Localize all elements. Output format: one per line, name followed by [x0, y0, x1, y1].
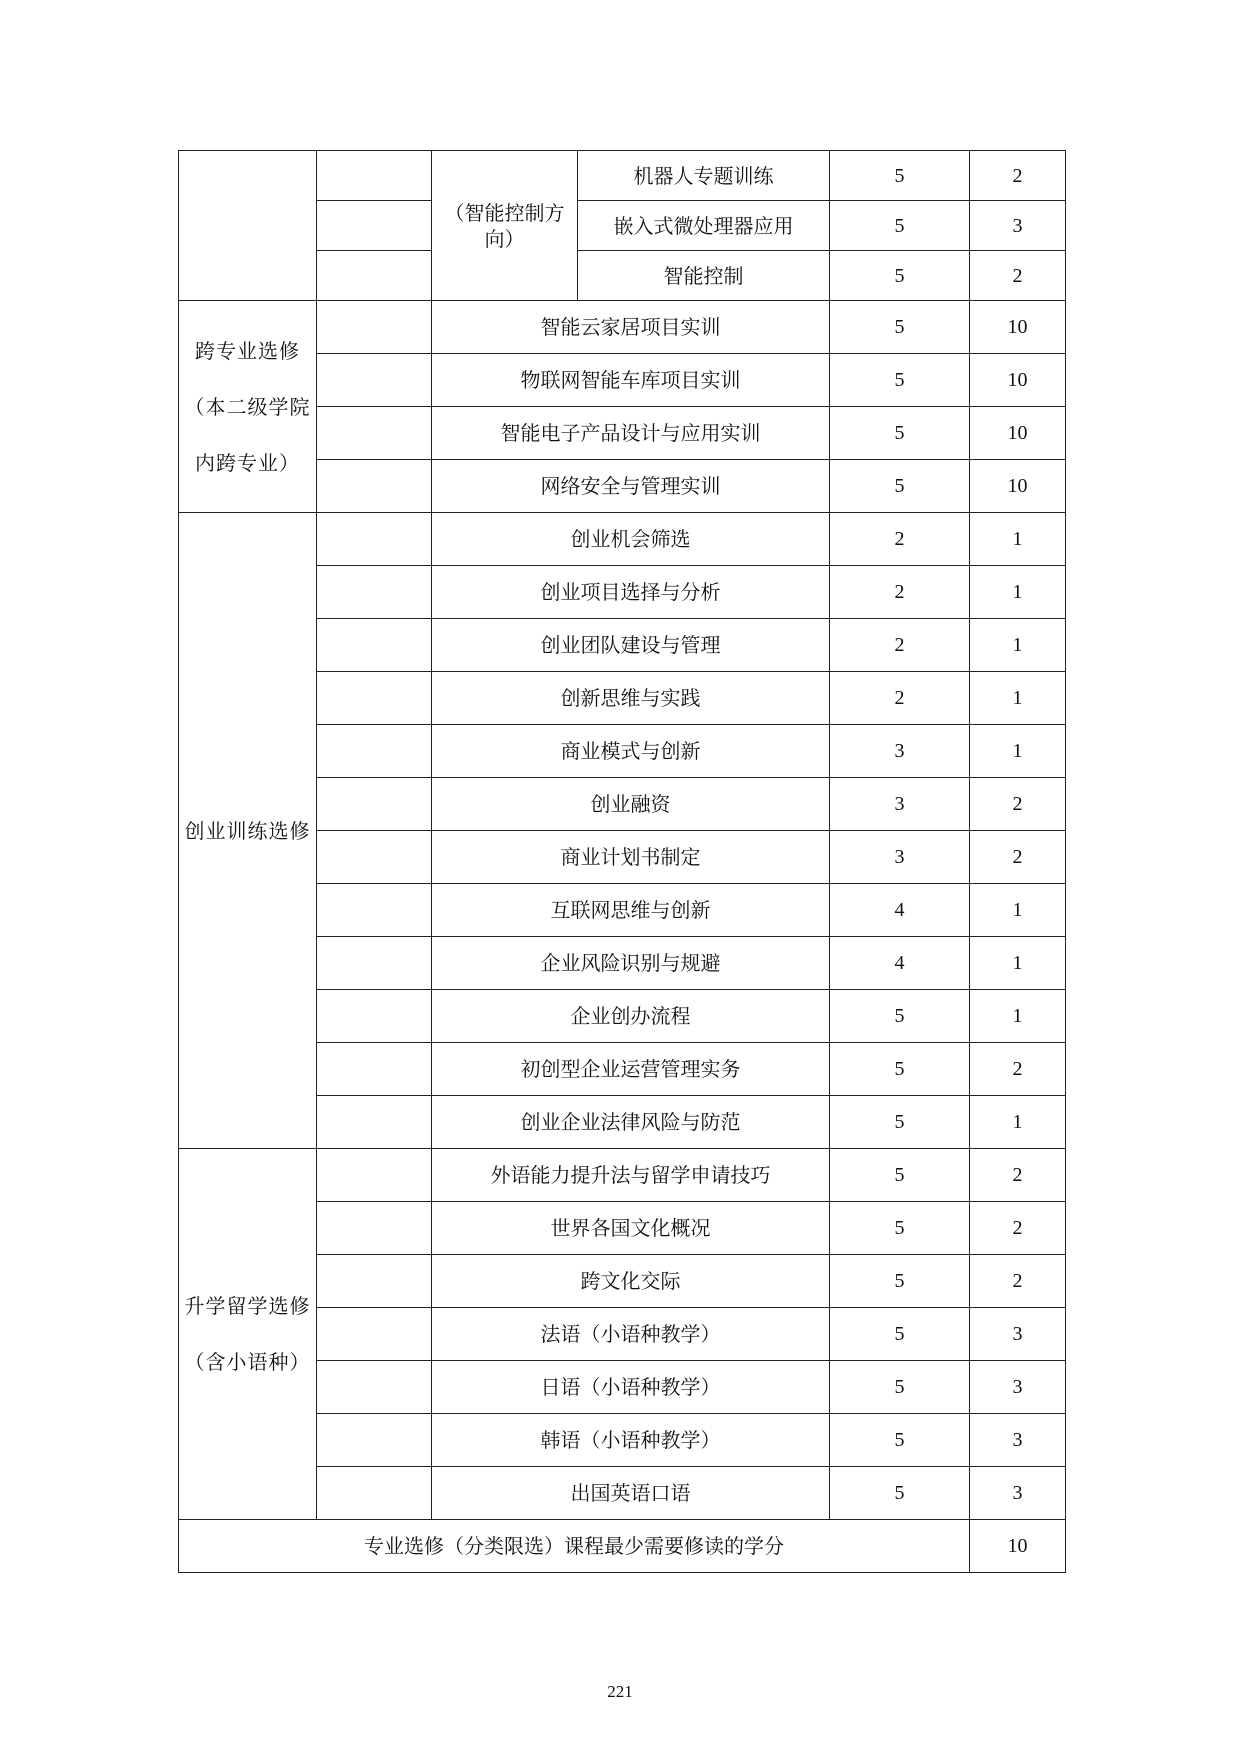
course-name: 企业创办流程 — [432, 990, 830, 1043]
credits-value: 2 — [970, 831, 1066, 884]
blank-cell — [317, 1361, 432, 1414]
category-label: 内跨专业） — [195, 450, 300, 475]
blank-cell — [317, 725, 432, 778]
blank-cell — [317, 937, 432, 990]
semester-value: 2 — [830, 566, 970, 619]
semester-value: 3 — [830, 831, 970, 884]
semester-value: 5 — [830, 301, 970, 354]
credits-value: 10 — [970, 354, 1066, 407]
credits-value: 10 — [970, 301, 1066, 354]
table-row — [179, 301, 1066, 354]
credits-value: 2 — [970, 1043, 1066, 1096]
category-cell-cross-major — [179, 301, 317, 513]
blank-cell — [317, 407, 432, 460]
blank-cell — [317, 1149, 432, 1202]
course-name: 跨文化交际 — [432, 1255, 830, 1308]
credits-value: 3 — [970, 201, 1066, 251]
category-label: （含小语种） — [184, 1350, 311, 1374]
blank-cell — [317, 1467, 432, 1520]
course-name: 智能控制 — [578, 251, 830, 301]
credits-value: 1 — [970, 1096, 1066, 1149]
credits-value: 3 — [970, 1467, 1066, 1520]
course-name: 创业机会筛选 — [432, 513, 830, 566]
credits-value: 2 — [970, 151, 1066, 201]
course-name: 智能云家居项目实训 — [432, 301, 830, 354]
credits-value: 2 — [970, 1202, 1066, 1255]
semester-value: 5 — [830, 1202, 970, 1255]
direction-cell — [432, 151, 578, 301]
course-name: 创业融资 — [432, 778, 830, 831]
semester-value: 3 — [830, 778, 970, 831]
course-name: 创业企业法律风险与防范 — [432, 1096, 830, 1149]
course-name: 韩语（小语种教学） — [432, 1414, 830, 1467]
semester-value: 2 — [830, 619, 970, 672]
course-table — [178, 150, 1066, 1573]
direction-line: 向） — [484, 226, 525, 251]
blank-cell — [317, 778, 432, 831]
credits-value: 1 — [970, 884, 1066, 937]
credits-value: 2 — [970, 778, 1066, 831]
category-label: （本二级学院 — [184, 394, 311, 419]
credits-value: 1 — [970, 513, 1066, 566]
category-cell-blank — [179, 151, 317, 301]
blank-cell — [317, 1096, 432, 1149]
blank-cell — [317, 513, 432, 566]
blank-cell — [317, 831, 432, 884]
course-name: 出国英语口语 — [432, 1467, 830, 1520]
course-name: 创业项目选择与分析 — [432, 566, 830, 619]
category-cell-study-abroad — [179, 1149, 317, 1520]
course-name: 初创型企业运营管理实务 — [432, 1043, 830, 1096]
semester-value: 5 — [830, 1361, 970, 1414]
blank-cell — [317, 1043, 432, 1096]
blank-cell — [317, 460, 432, 513]
course-name: 商业模式与创新 — [432, 725, 830, 778]
credits-value: 2 — [970, 1255, 1066, 1308]
blank-cell — [317, 151, 432, 201]
credits-value: 3 — [970, 1414, 1066, 1467]
credits-value: 1 — [970, 566, 1066, 619]
blank-cell — [317, 566, 432, 619]
credits-value: 1 — [970, 937, 1066, 990]
semester-value: 5 — [830, 1043, 970, 1096]
direction-line: （智能控制方 — [444, 200, 565, 225]
semester-value: 5 — [830, 1308, 970, 1361]
table-row — [179, 151, 1066, 201]
page-number: 221 — [607, 1682, 633, 1701]
blank-cell — [317, 1202, 432, 1255]
blank-cell — [317, 884, 432, 937]
semester-value: 5 — [830, 990, 970, 1043]
summary-credits: 10 — [970, 1520, 1066, 1573]
semester-value: 3 — [830, 725, 970, 778]
credits-value: 1 — [970, 990, 1066, 1043]
credits-value: 2 — [970, 1149, 1066, 1202]
credits-value: 10 — [970, 407, 1066, 460]
semester-value: 5 — [830, 1414, 970, 1467]
blank-cell — [317, 672, 432, 725]
course-name: 创新思维与实践 — [432, 672, 830, 725]
table-row — [179, 1149, 1066, 1202]
summary-row — [179, 1520, 1066, 1573]
summary-label: 专业选修（分类限选）课程最少需要修读的学分 — [179, 1520, 970, 1573]
semester-value: 5 — [830, 1149, 970, 1202]
semester-value: 5 — [830, 251, 970, 301]
credits-value: 1 — [970, 672, 1066, 725]
semester-value: 2 — [830, 672, 970, 725]
blank-cell — [317, 1255, 432, 1308]
course-name: 企业风险识别与规避 — [432, 937, 830, 990]
semester-value: 4 — [830, 884, 970, 937]
course-name: 创业团队建设与管理 — [432, 619, 830, 672]
category-label: 升学留学选修 — [184, 1294, 311, 1318]
category-label: 跨专业选修 — [195, 338, 300, 363]
blank-cell — [317, 251, 432, 301]
semester-value: 5 — [830, 151, 970, 201]
table-row — [179, 513, 1066, 566]
credits-value: 2 — [970, 251, 1066, 301]
course-name: 法语（小语种教学） — [432, 1308, 830, 1361]
blank-cell — [317, 201, 432, 251]
course-name: 互联网思维与创新 — [432, 884, 830, 937]
semester-value: 5 — [830, 1255, 970, 1308]
semester-value: 5 — [830, 354, 970, 407]
credits-value: 1 — [970, 725, 1066, 778]
blank-cell — [317, 301, 432, 354]
category-cell-entrepreneurship: 创业训练选修 — [179, 513, 317, 1149]
course-name: 嵌入式微处理器应用 — [578, 201, 830, 251]
blank-cell — [317, 354, 432, 407]
course-name: 日语（小语种教学） — [432, 1361, 830, 1414]
credits-value: 3 — [970, 1308, 1066, 1361]
blank-cell — [317, 990, 432, 1043]
credits-value: 3 — [970, 1361, 1066, 1414]
course-name: 智能电子产品设计与应用实训 — [432, 407, 830, 460]
course-name: 商业计划书制定 — [432, 831, 830, 884]
semester-value: 5 — [830, 1096, 970, 1149]
credits-value: 1 — [970, 619, 1066, 672]
semester-value: 2 — [830, 513, 970, 566]
semester-value: 5 — [830, 201, 970, 251]
semester-value: 5 — [830, 407, 970, 460]
semester-value: 5 — [830, 460, 970, 513]
course-name: 外语能力提升法与留学申请技巧 — [432, 1149, 830, 1202]
blank-cell — [317, 1414, 432, 1467]
course-name: 网络安全与管理实训 — [432, 460, 830, 513]
semester-value: 4 — [830, 937, 970, 990]
blank-cell — [317, 1308, 432, 1361]
course-name: 世界各国文化概况 — [432, 1202, 830, 1255]
course-name: 机器人专题训练 — [578, 151, 830, 201]
course-name: 物联网智能车库项目实训 — [432, 354, 830, 407]
semester-value: 5 — [830, 1467, 970, 1520]
blank-cell — [317, 619, 432, 672]
credits-value: 10 — [970, 460, 1066, 513]
